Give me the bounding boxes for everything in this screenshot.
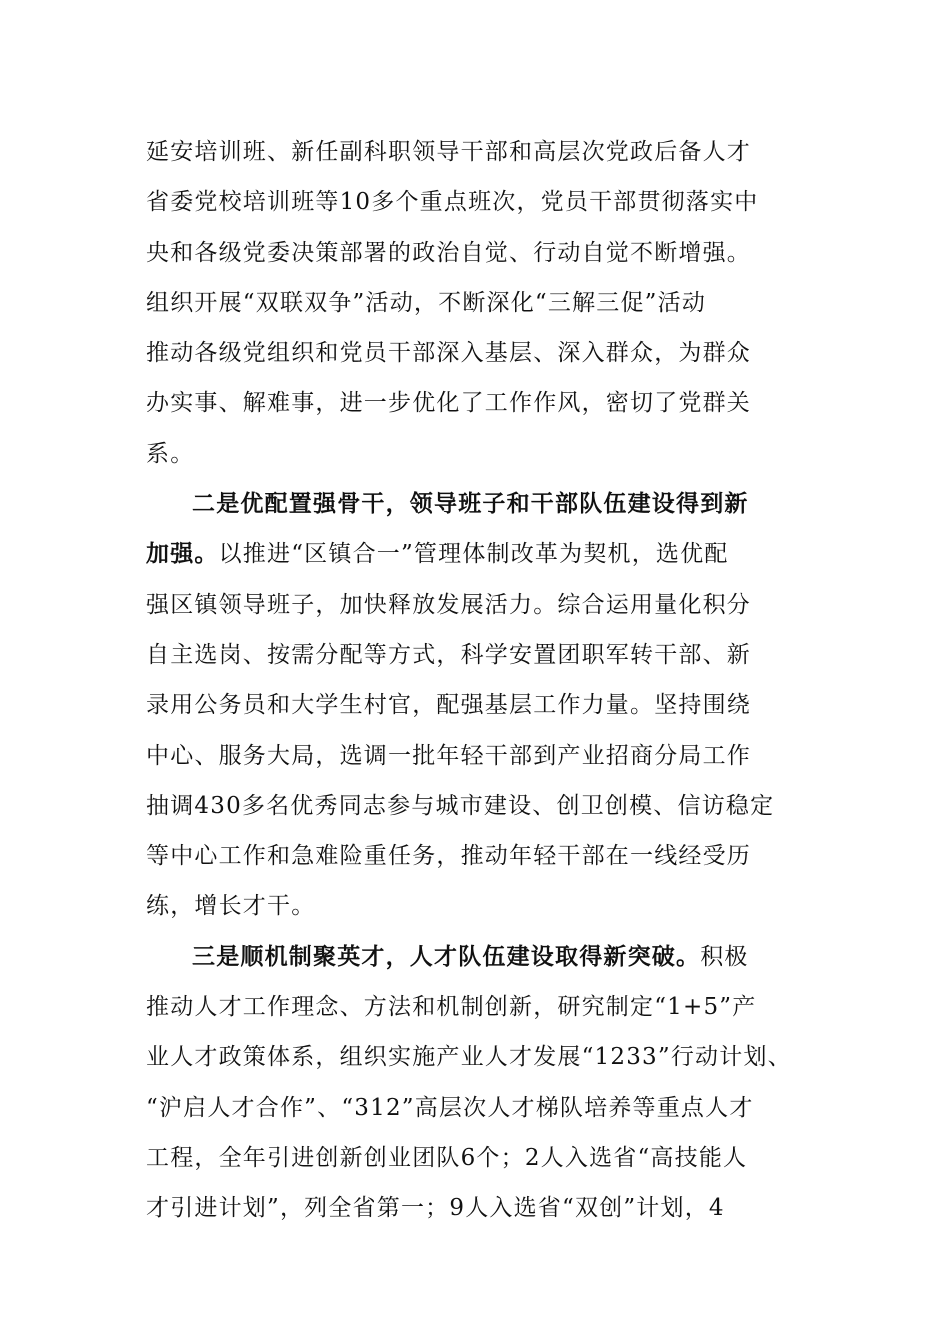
line-text: 办实事、解难事，进一步优化了工作作风，密切了党群关 [146, 390, 751, 417]
line-text: 推动各级党组织和党员干部深入基层、深入群众，为群众 [146, 340, 751, 367]
text-line [146, 328, 826, 378]
line-text: 积极 [700, 943, 749, 970]
line-text: 业人才政策体系，组织实施产业人才发展“1233”行动计划、 [146, 1044, 792, 1071]
text-line [146, 1083, 826, 1133]
line-text: 练，增长才干。 [146, 893, 316, 920]
line-text: 推动人才工作理念、方法和机制创新，研究制定“1+5”产 [146, 994, 757, 1021]
line-text: 抽调430多名优秀同志参与城市建设、创卫创模、信访稳定 [146, 792, 775, 819]
text-line [146, 228, 826, 278]
line-text: 工程，全年引进创新创业团队6个；2人入选省“高技能人 [146, 1144, 748, 1171]
line-text: 延安培训班、新任副科职领导干部和高层次党政后备人才 [146, 139, 751, 165]
text-line [146, 680, 826, 730]
line-text: 省委党校培训班等10多个重点班次，党员干部贯彻落实中 [146, 189, 759, 216]
text-line [146, 982, 826, 1032]
line-text: “沪启人才合作”、“312”高层次人才梯队培养等重点人才 [146, 1094, 754, 1121]
text-line [146, 127, 826, 177]
text-line [146, 1133, 826, 1183]
line-text: 自主选岗、按需分配等方式，科学安置团职军转干部、新 [146, 641, 751, 668]
line-text: 录用公务员和大学生村官，配强基层工作力量。坚持围绕 [146, 692, 751, 719]
paragraph-heading: 三是顺机制聚英才，人才队伍建设取得新突破。 [192, 942, 701, 970]
text-line [146, 278, 826, 328]
paragraph-heading: 二是优配置强骨干，领导班子和干部队伍建设得到新 [192, 490, 749, 518]
text-line [146, 177, 826, 227]
text-line [146, 831, 826, 881]
text-line [146, 781, 826, 831]
text-line [146, 630, 826, 680]
text-line [146, 1183, 826, 1233]
text-line [146, 378, 826, 428]
text-line [146, 529, 826, 579]
text-line [146, 1032, 826, 1082]
paragraph-heading-line [146, 479, 826, 529]
line-text: 系。 [146, 440, 195, 467]
body-text [146, 127, 826, 1234]
text-line [146, 881, 826, 931]
line-text: 央和各级党委决策部署的政治自觉、行动自觉不断增强。 [146, 239, 751, 266]
line-text: 以推进“区镇合一”管理体制改革为契机，选优配 [218, 541, 729, 568]
text-line [146, 731, 826, 781]
line-text: 强区镇领导班子，加快释放发展活力。综合运用量化积分 [146, 591, 751, 618]
text-line [146, 580, 826, 630]
line-text: 中心、服务大局，选调一批年轻干部到产业招商分局工作 [146, 742, 751, 769]
line-text: 等中心工作和急难险重任务，推动年轻干部在一线经受历 [146, 843, 751, 870]
text-line [146, 429, 826, 479]
line-text: 才引进计划”，列全省第一；9人入选省“双创”计划，4 [146, 1195, 725, 1222]
line-text: 组织开展“双联双争”活动，不断深化“三解三促”活动 [146, 289, 707, 316]
paragraph-heading-line [146, 932, 826, 982]
paragraph-heading: 加强。 [146, 540, 219, 568]
